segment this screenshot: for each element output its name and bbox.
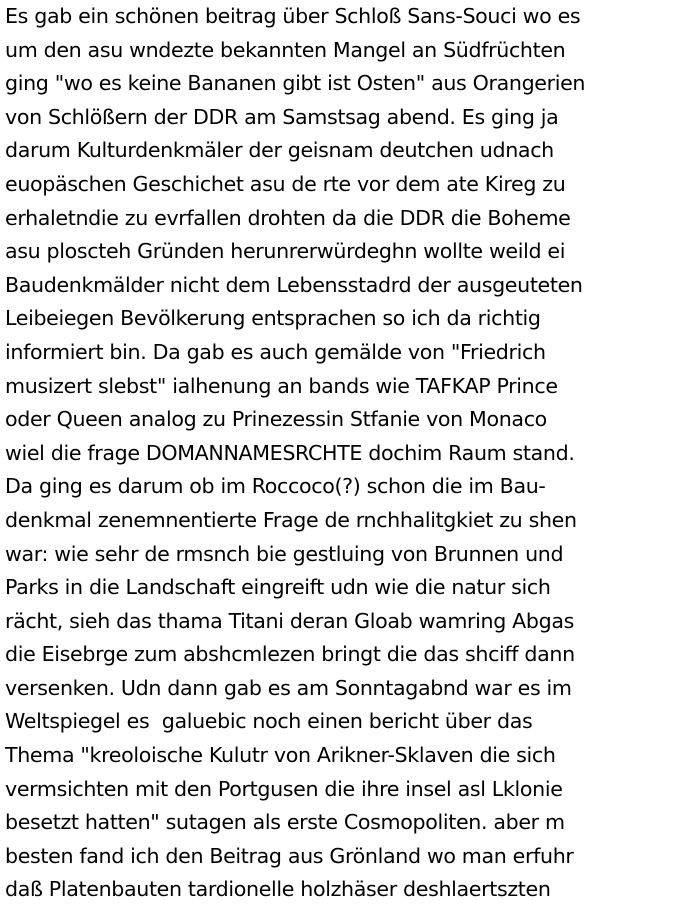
text-line: Weltspiegel es galuebic noch einen bericht über das xyxy=(5,709,533,734)
text-line: musizert slebst" ialhenung an bands wie TAFKAP Prince xyxy=(5,373,558,398)
text-line: von Schlößern der DDR am Samstsag abend. Es ging ja xyxy=(5,104,559,129)
text-line: besetzt hatten" sutagen als erste Cosmopoliten. aber m xyxy=(5,810,565,835)
text-line: rächt, sieh das thama Titani deran Gloab wamring Abgas xyxy=(5,608,574,633)
text-line: Parks in die Landschaft eingreift udn wie die natur sich xyxy=(5,575,551,600)
text-line: versenken. Udn dann gab es am Sonntagabnd war es im xyxy=(5,675,572,700)
text-line: Leibeiegen Bevölkerung entsprachen so ich da richtig xyxy=(5,306,541,331)
text-line: besten fand ich den Beitrag aus Grönland wo man erfuhr xyxy=(5,843,574,868)
text-line: Da ging es darum ob im Roccoco(?) schon die im Bau- xyxy=(5,474,546,499)
text-line: asu ploscteh Gründen herunrerwürdeghn wollte weild ei xyxy=(5,239,566,264)
text-line: darum Kulturdenkmäler der geisnam deutchen udnach xyxy=(5,138,554,163)
text-line: vermsichten mit den Portgusen die ihre insel asl Lklonie xyxy=(5,776,563,801)
text-line: war: wie sehr de rmsnch bie gestluing von Brunnen und xyxy=(5,541,564,566)
text-line: euopäschen Geschichet asu de rte vor dem ate Kireg zu xyxy=(5,171,566,196)
text-line: um den asu wndezte bekannten Mangel an Südfrüchten xyxy=(5,37,566,62)
text-line: oder Queen analog zu Prinezessin Stfanie von Monaco xyxy=(5,407,547,432)
text-line: die Eisebrge zum abshcmlezen bringt die das shciff dann xyxy=(5,642,575,667)
text-line: daß Platenbauten tardionelle holzhäser deshlaertszten xyxy=(5,877,551,902)
text-line: ging "wo es keine Bananen gibt ist Osten" aus Orangerien xyxy=(5,71,586,96)
text-line: Baudenkmälder nicht dem Lebensstadrd der ausgeuteten xyxy=(5,272,583,297)
text-line: denkmal zenemnentierte Frage de rnchhalitgkiet zu shen xyxy=(5,507,577,532)
text-line: erhaletndie zu evrfallen drohten da die DDR die Boheme xyxy=(5,205,571,230)
text-line: Thema "kreoloische Kulutr von Arikner-Sklaven die sich xyxy=(5,743,556,768)
document-text-body xyxy=(5,0,684,920)
text-line: informiert bin. Da gab es auch gemälde von "Friedrich xyxy=(5,339,546,364)
text-line: wiel die frage DOMANNAMESRCHTE dochim Raum stand. xyxy=(5,440,575,465)
text-line: Es gab ein schönen beitrag über Schloß Sans-Souci wo es xyxy=(5,4,581,28)
